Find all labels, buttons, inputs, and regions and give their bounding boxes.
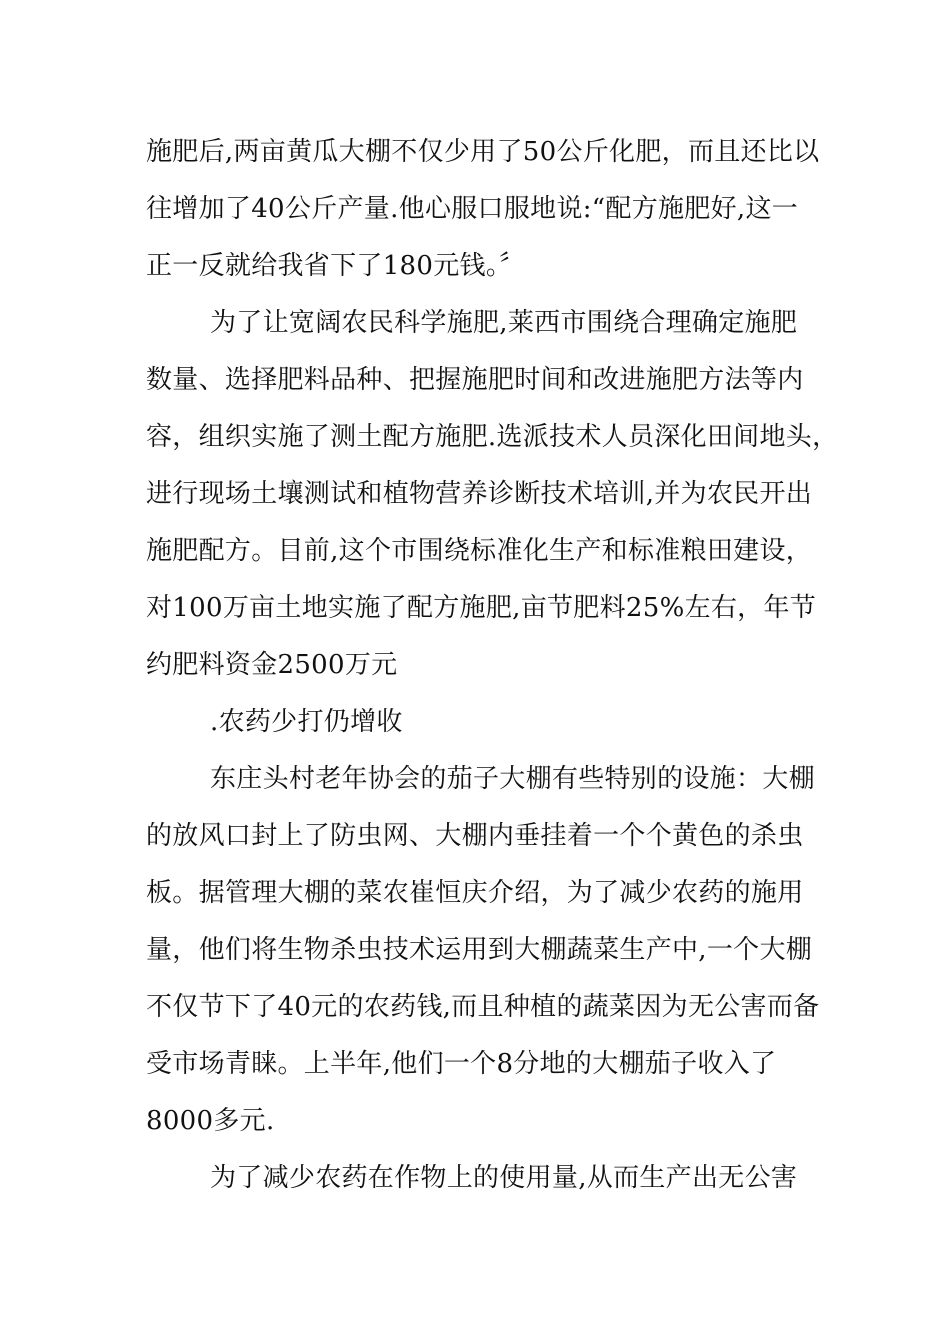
paragraph-2-line-5: 施肥配方。目前,这个市围绕标准化生产和标准粮田建设， [146,536,813,566]
paragraph-3-line-6: 受市场青睐。上半年,他们一个8分地的大棚茄子收入了 [146,1049,777,1079]
paragraph-2-line-7: 约肥料资金2500万元 [146,650,398,680]
paragraph-3-line-3: 板。据管理大棚的菜农崔恒庆介绍，为了减少农药的施用 [146,878,804,908]
paragraph-2-line-6: 对100万亩土地实施了配方施肥,亩节肥料25%左右，年节 [146,593,817,623]
paragraph-2-line-4: 进行现场土壤测试和植物营养诊断技术培训,并为农民开出 [146,479,813,509]
paragraph-2-line-3: 容，组织实施了测土配方施肥.选派技术人员深化田间地头， [146,422,839,452]
paragraph-2-line-2: 数量、选择肥料品种、把握施肥时间和改进施肥方法等内 [146,365,804,395]
paragraph-1-line-3: 正一反就给我省下了180元钱。〞 [146,251,526,281]
paragraph-3-line-7: 8000多元. [146,1106,275,1136]
paragraph-3-line-2: 的放风口封上了防虫网、大棚内垂挂着一个个黄色的杀虫 [146,821,804,851]
section-heading: .农药少打仍增收 [210,707,403,737]
paragraph-3-line-1: 东庄头村老年协会的茄子大棚有些特别的设施：大棚 [210,764,815,794]
paragraph-1-line-2: 往增加了40公斤产量.他心服口服地说:“配方施肥好,这一 [146,194,799,224]
paragraph-3-line-5: 不仅节下了40元的农药钱,而且种植的蔬菜因为无公害而备 [146,992,820,1022]
paragraph-3-line-4: 量，他们将生物杀虫技术运用到大棚蔬菜生产中,一个大棚 [146,935,813,965]
paragraph-2-line-1: 为了让宽阔农民科学施肥,莱西市围绕合理确定施肥 [210,308,798,338]
paragraph-1-line-1: 施肥后,两亩黄瓜大棚不仅少用了50公斤化肥，而且还比以 [146,137,820,167]
paragraph-4-line-1: 为了减少农药在作物上的使用量,从而生产出无公害 [210,1163,798,1193]
